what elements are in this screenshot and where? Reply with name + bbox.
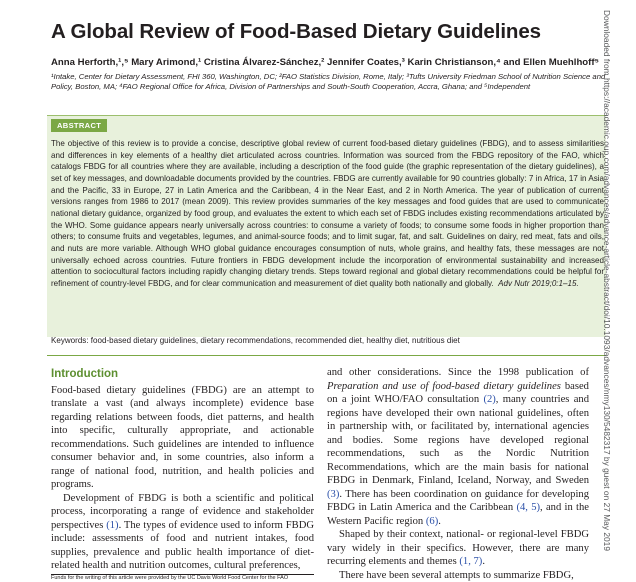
reference-link[interactable]: (1, 7) bbox=[459, 556, 482, 567]
reference-link[interactable]: (6) bbox=[426, 516, 438, 527]
text-span: Shaped by their context, national- or regional-level FBDG vary widely in their specifics. However, there are many recurring elements and themes bbox=[327, 529, 589, 567]
footnote: Funds for the writing of this article were provided by the UC Davis World Food Center for the FAO bbox=[51, 575, 288, 581]
author-list: Anna Herforth,¹,⁵ Mary Arimond,¹ Cristina Álvarez-Sánchez,² Jennifer Coates,³ Karin Christianson,⁴ and Ellen Muehlhoff⁵ bbox=[51, 57, 599, 68]
text-span: . There has been coordination on guidance for developing FBDG in Latin America and the Caribbean bbox=[327, 489, 589, 514]
text-span: . bbox=[438, 516, 441, 527]
text-span: Development of FBDG is both a scientific and political process, incorporating a range of evidence and stakeholder perspectives bbox=[51, 493, 314, 531]
section-divider bbox=[47, 355, 606, 356]
abstract-label: ABSTRACT bbox=[51, 119, 107, 132]
text-span: and other considerations. Since the 1998 publication of bbox=[327, 367, 589, 378]
intro-paragraph-2 bbox=[51, 492, 314, 573]
cited-title: Preparation and use of food-based dietary guidelines bbox=[327, 381, 561, 392]
text-span: . The types of evidence used to inform FBDG include: assessments of food and nutrient intakes, food supplies, prevalence and public health importance of diet-related health and nutrition outcomes, cultural preferences, bbox=[51, 520, 314, 572]
reference-link[interactable]: (3) bbox=[327, 489, 339, 500]
keywords: Keywords: food-based dietary guidelines, dietary recommendations, recommended diet, healthy diet, nutritious diet bbox=[51, 336, 460, 345]
reference-link[interactable]: (2) bbox=[483, 394, 495, 405]
text-span: , many countries and regions have developed their own national guidelines, often in partnership with, or facilitated by, international agencies and bodies. Some regions have developed regional recommendations, such as the Nordic Nutrition Recommendations, which are the main basis for national FBDG in Denmark, Finland, Iceland, Norway, and Sweden bbox=[327, 394, 589, 486]
intro-paragraph-4 bbox=[327, 528, 589, 569]
introduction-heading: Introduction bbox=[51, 368, 314, 382]
reference-link[interactable]: (4, 5) bbox=[516, 502, 540, 513]
text-span: , and in the Western Pacific region bbox=[327, 502, 589, 527]
left-column bbox=[51, 366, 314, 573]
article-title: A Global Review of Food-Based Dietary Guidelines bbox=[51, 20, 541, 44]
download-watermark: Downloaded from https://academic.oup.com/advances/advance-article-abstract/doi/10.1093/advances/nmy130/5482317 by guest on 27 May 2019 bbox=[602, 10, 612, 551]
intro-paragraph-5: There have been several attempts to summarize FBDG, bbox=[327, 569, 589, 582]
abstract-citation: Adv Nutr 2019;0:1–15. bbox=[498, 279, 579, 288]
reference-link[interactable]: (1) bbox=[106, 520, 118, 531]
text-span: based on a joint WHO/FAO consultation bbox=[327, 381, 589, 406]
right-column bbox=[327, 366, 589, 582]
abstract-text bbox=[51, 138, 604, 290]
affiliations: ¹Intake, Center for Dietary Assessment, FHI 360, Washington, DC; ²FAO Statistics Division, Rome, Italy; ³Tufts University Friedman School of Nutrition Science and Policy, Boston, MA; ⁴FAO Regional Office for Africa, Division of Partnerships and South-South Cooperation, Accra, Ghana; and ⁵Independent bbox=[51, 72, 611, 92]
intro-paragraph-3 bbox=[327, 366, 589, 528]
abstract-body: The objective of this review is to provide a concise, descriptive global review of current food-based dietary guidelines (FBDG), and to assess similarities and differences in key elements of a healthy diet articulated across countries. Information was sourced from the FBDG repository of the FAO, which catalogs FBDG for all countries where they are available, including a description of the food guide (the graphic representation of the dietary guidelines), a set of key messages, and downloadable documents provided by the countries. FBDG are currently available for 90 countries globally: 7 in Africa, 17 in Asia and the Pacific, 33 in Europe, 27 in Latin America and the Caribbean, 4 in the Near East, and 2 in North America. The year of publication of current versions ranges from 1986 to 2017 (mean 2009). This review provides summaries of the key messages and food guides that are used to communicate national dietary guidance, organized by food group, and evaluates the extent to which each set of FBDG includes existing recommendations articulated by the WHO. Some guidance appears nearly universally across countries: to consume a variety of foods; to consume some foods in higher proportion than others; to consume fruits and vegetables, legumes, and animal-source foods; and to limit sugar, fat, and salt. Guidelines on dairy, red meat, fats and oils, and nuts are more variable. Although WHO global guidance encourages consumption of nuts, whole grains, and healthy fats, these messages are not universally echoed across countries. Future frontiers in FBDG development include the incorporation of environmental sustainability and increased attention to sociocultural factors including rapidly changing dietary trends. Steps toward regional and global dietary recommendations could be helpful for refinement of country-level FBDG, and for clear communication and measurement of diet quality both nationally and globally. bbox=[51, 139, 604, 288]
text-span: . bbox=[482, 556, 485, 567]
intro-paragraph-1: Food-based dietary guidelines (FBDG) are an attempt to translate a vast (and always incomplete) evidence base regarding relations between foods, diet patterns, and health into specific, culturally appropriate, and actionable recommendations. Such guidelines are intended to influence consumer behavior and, in some countries, also inform a range of national food, nutrition, and health policies and programs. bbox=[51, 384, 314, 492]
